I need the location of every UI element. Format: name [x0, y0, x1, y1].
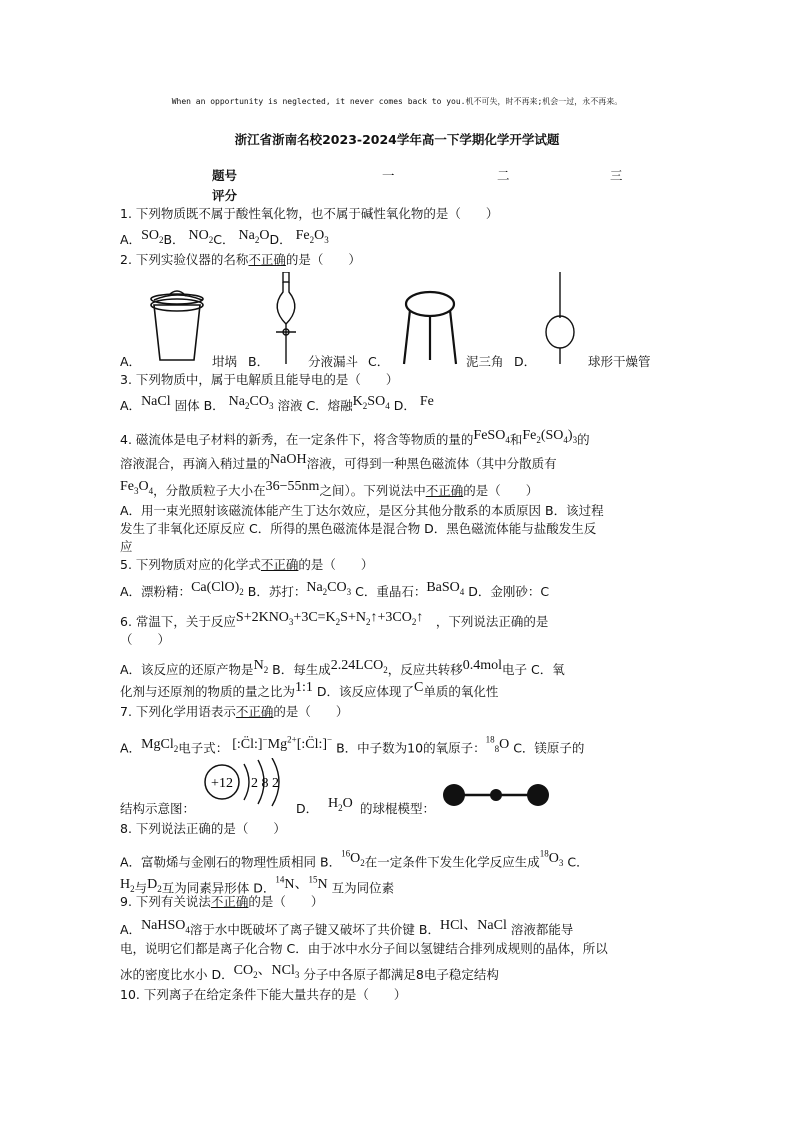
q8-line3: $H_2$与$D_2$互为同素异形体 D．$^{14}$N、$^{15}$N 互为同位素: [120, 874, 395, 896]
q8-stem: 8. 下列说法正确的是（ ）: [120, 821, 286, 836]
q2-apparatus-figures: [140, 272, 670, 367]
score-col-1: 一: [382, 168, 395, 183]
q6-line1: 6. 常温下，关于反应$S+2KNO_3+3C=K_2S+N_2↑+3CO_2↑$ ，下列说法正确的是: [120, 610, 549, 629]
q4-line6: 应: [120, 539, 133, 554]
q8-line2: A．富勒烯与金刚石的物理性质相同 B．$^{16}O_2$在一定条件下发生化学反应生成$^{18}O_3$ C．: [120, 848, 589, 870]
score-row-label: 题号: [212, 168, 238, 183]
q4-line1: 4. 磁流体是电子材料的新秀，在一定条件下，将含等物质的量的FeSO$_4$和$Fe_2(SO_4)_3$的: [120, 428, 590, 447]
q1-options: A．$SO_2B$． $NO_2C$． $Na_2OD$． $Fe_2O_3$: [120, 228, 329, 247]
q4-line2: 溶液混合，再滴入稍过量的NaOH溶液，可得到一种黑色磁流体（其中分散质有: [120, 452, 557, 471]
page: When an opportunity is neglected, it never comes back to you.机不可失，时不再来;机会一过，永不再来。 浙江省浙南名校2023-2024学年高一下学期化学开学试题 题号 一 二 三 评分 1. 下列物质既不属于酸性氧化物，也不属于碱性氧化物的是（ ） A．$SO_2B$． $NO_2C$． $Na_2OD$． $Fe_2O_3$ 2. 下列实验仪器的名称不正确的是（ ） A． 坩埚 B． 分液漏斗 C． 泥三角 D． 球形干燥管 3. 下列物质中，属于电解质且能导电的是（ ） A．NaCl 固体 B． $Na_2CO_3$ 溶液 C．熔融$K_2SO_4$ D． Fe 4. 磁流体是电子材料的新秀，在一定条件下，将含等物质的量的FeSO$_4$和$Fe_2(SO_4)_3$的 溶液混合，再滴入稍过量的NaOH溶液，可得到一种黑色磁流体（其中分散质有 $Fe_3O_4$，分散质粒子大小在36−55nm之间）。下列说法中不正确的是（ ） A．用一束光照射该磁流体能产生丁达尔效应，是区分其他分散系的本质原因 B．该过程 发生了非氧化还原反应 C．所得的黑色磁流体是混合物 D．黑色磁流体能与盐酸发生反 应 5. 下列物质对应的化学式不正确的是（ ） A．漂粉精：$Ca(ClO)_2$ B．苏打：$Na_2CO_3$ C．重晶石：BaSO$_4$ D．金刚砂：C 6. 常温下，关于反应$S+2KNO_3+3C=K_2S+N_2↑+3CO_2↑$ ，下列说法正确的是 （ ） A．该反应的还原产物是$N_2$ B．每生成$2.24LCO_2$，反应共转移0.4mol电子 C．氧 化剂与还原剂的物质的量之比为1:1 D．该反应体现了C单质的氧化性 7. 下列化学用语表示不正确的是（ ） A．MgCl$_2$电子式： $[:C̈l:]^-Mg^{2+}[:C̈l:]^-$ B．中子数为10的氧原子：$^{18}_8$O C．镁原子的 +12 2 8 2 结构示意图： D． $H_2O$ 的球棍模型： 8. 下列说法正确的是（ ） A．富勒烯与金刚石的物理性质相同 B．$^{16}O_2$在一定条件下发生化学反应生成$^{18}O_3$ C． $H_2$与$D_2$互为同素异形体 D．$^{14}$N、$^{15}$N 互为同位素 9. 下列有关说法不正确的是（ ） A．NaHSO$_4$溶于水中既破坏了离子键又破坏了共价键 B．HCl、NaCl 溶液都能导 电，说明它们都是离子化合物 C．由于冰中水分子间以氢键结合排列成规则的晶体，所以 冰的密度比水小 D．$CO_2$、NCl$_3$ 分子中各原子都满足8电子稳定结构 10. 下列离子在给定条件下能大量共存的是（ ）: [0, 0, 794, 1123]
q4-line4: A．用一束光照射该磁流体能产生丁达尔效应，是区分其他分散系的本质原因 B．该过程: [120, 503, 604, 518]
q6-line4: 化剂与还原剂的物质的量之比为1:1 D．该反应体现了C单质的氧化性: [120, 680, 499, 699]
drying-tube-icon: [546, 272, 574, 364]
crucible-icon: [151, 291, 203, 360]
nucleus-label: +12: [211, 776, 233, 791]
q9-line3: 电，说明它们都是离子化合物 C．由于冰中水分子间以氢键结合排列成规则的晶体，所以: [120, 941, 608, 956]
q2-stem: 2. 下列实验仪器的名称不正确的是（ ）: [120, 252, 361, 267]
q6-line3: A．该反应的还原产物是$N_2$ B．每生成$2.24LCO_2$，反应共转移0.4mol电子 C．氧: [120, 658, 565, 677]
q3-options: A．NaCl 固体 B． $Na_2CO_3$ 溶液 C．熔融$K_2SO_4$ D． Fe: [120, 394, 434, 413]
q1-stem: 1. 下列物质既不属于酸性氧化物，也不属于碱性氧化物的是（ ）: [120, 206, 499, 221]
mg-atom-structure-diagram: [200, 758, 300, 810]
score-table: [212, 166, 642, 204]
q4-line3: $Fe_3O_4$，分散质粒子大小在36−55nm之间）。下列说法中不正确的是（ ）: [120, 479, 539, 498]
score-col-2: 二: [497, 168, 510, 183]
q4-line5: 发生了非氧化还原反应 C．所得的黑色磁流体是混合物 D．黑色磁流体能与盐酸发生反: [120, 521, 597, 536]
q7-line2: A．MgCl$_2$电子式： $[:C̈l:]^-Mg^{2+}[:C̈l:]^-$ B．中子数为10的氧原子：$^{18}_8$O C．镁原子的: [120, 734, 585, 756]
clay-triangle-icon: [404, 292, 456, 364]
motto: When an opportunity is neglected, it never comes back to you.机不可失，时不再来;机会一过，永不再来。: [171, 97, 623, 106]
h2o-ball-stick-model: [440, 782, 552, 808]
q7-stem: 7. 下列化学用语表示不正确的是（ ）: [120, 704, 349, 719]
shell-electrons: 2 8 2: [251, 776, 279, 791]
q6-line2: （ ）: [120, 632, 171, 647]
score-grade-label: 评分: [212, 188, 238, 203]
q7-line3: 结构示意图： D． $H_2O$ 的球棍模型：: [120, 796, 436, 816]
q3-stem: 3. 下列物质中，属于电解质且能导电的是（ ）: [120, 372, 399, 387]
q9-line2: A．NaHSO$_4$溶于水中既破坏了离子键又破坏了共价键 B．HCl、NaCl 溶液都能导: [120, 918, 574, 937]
score-col-3: 三: [610, 168, 623, 183]
mgcl2-electron-formula: $[:C̈l:]^-Mg^{2+}[:C̈l:]^-$: [232, 734, 333, 752]
q9-line4: 冰的密度比水小 D．$CO_2$、NCl$_3$ 分子中各原子都满足8电子稳定结构: [120, 963, 499, 982]
q10-stem: 10. 下列离子在给定条件下能大量共存的是（ ）: [120, 987, 407, 1002]
q5-stem: 5. 下列物质对应的化学式不正确的是（ ）: [120, 557, 374, 572]
q9-stem: 9. 下列有关说法不正确的是（ ）: [120, 894, 324, 909]
page-title: 浙江省浙南名校2023-2024学年高一下学期化学开学试题: [234, 132, 560, 147]
q5-options: A．漂粉精：$Ca(ClO)_2$ B．苏打：$Na_2CO_3$ C．重晶石：BaSO$_4$ D．金刚砂：C: [120, 580, 550, 599]
separatory-funnel-icon: [276, 272, 296, 364]
